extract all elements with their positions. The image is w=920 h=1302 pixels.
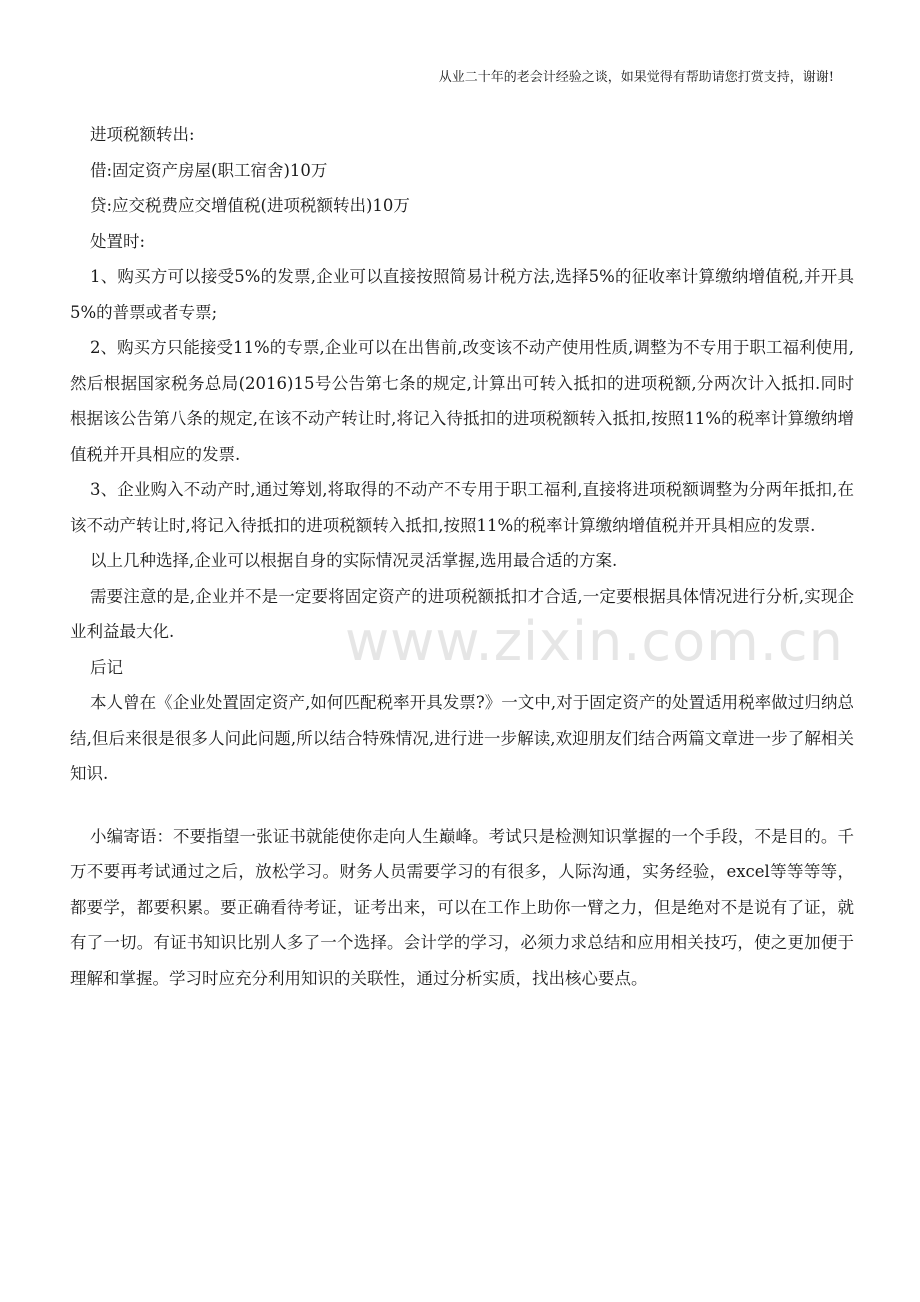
paragraph-caution: 需要注意的是,企业并不是一定要将固定资产的进项税额抵扣才合适,一定要根据具体情况进行分析,实现企业利益最大化.	[70, 586, 854, 641]
paragraph-afterword: 本人曾在《企业处置固定资产,如何匹配税率开具发票?》一文中,对于固定资产的处置适用税率做过归纳总结,但后来很是很多人问此问题,所以结合特殊情况,进行进一步解读,欢迎朋友们结合两篇文章进一步了解相关知识.	[70, 693, 854, 783]
paragraph-option-2: 2、购买方只能接受11%的专票,企业可以在出售前,改变该不动产使用性质,调整为不专用于职工福利使用,然后根据国家税务总局(2016)15号公告第七条的规定,计算出可转入抵扣的进项税额,分两次计入抵扣.同时根据该公告第八条的规定,在该不动产转让时,将记入待抵扣的进项税额转入抵扣,按照11%的税率计算缴纳增值税并开具相应的发票.	[70, 338, 854, 464]
watermark: www.zixin.com.cn	[345, 610, 844, 673]
paragraph-input-tax-transfer-heading: 进项税额转出:	[90, 125, 195, 144]
header-note: 从业二十年的老会计经验之谈，如果觉得有帮助请您打赏支持，谢谢!	[438, 70, 834, 85]
paragraph-disposal-heading: 处置时:	[90, 231, 146, 251]
paragraph-option-3: 3、企业购入不动产时,通过筹划,将取得的不动产不专用于职工福利,直接将进项税额调整为分两年抵扣,在该不动产转让时,将记入待抵扣的进项税额转入抵扣,按照11%的税率计算缴纳增值税并开具相应的发票.	[70, 480, 854, 535]
paragraph-credit-entry: 贷:应交税费应交增值税(进项税额转出)10万	[90, 196, 410, 215]
paragraph-summary: 以上几种选择,企业可以根据自身的实际情况灵活掌握,选用最合适的方案.	[90, 551, 618, 570]
paragraph-afterword-heading: 后记	[90, 657, 123, 677]
document-body	[70, 117, 854, 996]
paragraph-option-1: 1、购买方可以接受5%的发票,企业可以直接按照简易计税方法,选择5%的征收率计算缴纳增值税,并开具5%的普票或者专票;	[70, 267, 854, 322]
editor-note: 小编寄语：不要指望一张证书就能使你走向人生巅峰。考试只是检测知识掌握的一个手段，不是目的。千万不要再考试通过之后，放松学习。财务人员需要学习的有很多，人际沟通，实务经验，excel等等等等，都要学，都要积累。要正确看待考证，证考出来，可以在工作上助你一臂之力，但是绝对不是说有了证，就有了一切。有证书知识比别人多了一个选择。会计学的学习，必须力求总结和应用相关技巧，使之更加便于理解和掌握。学习时应充分利用知识的关联性，通过分析实质，找出核心要点。	[70, 826, 854, 988]
section-spacer	[70, 792, 854, 819]
paragraph-debit-entry: 借:固定资产房屋(职工宿舍)10万	[90, 160, 328, 180]
